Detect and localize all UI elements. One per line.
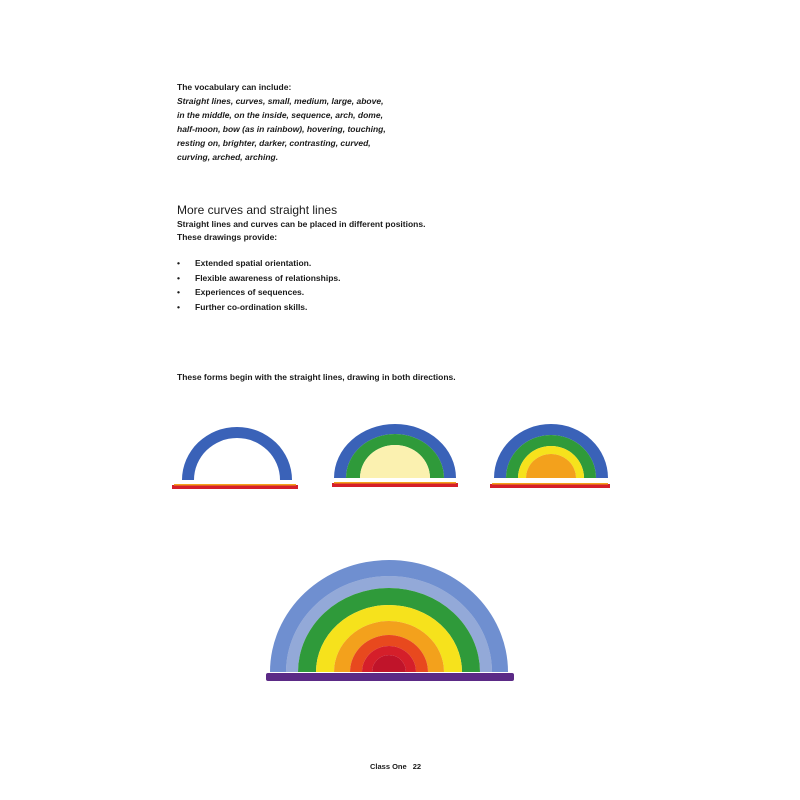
list-item — [177, 285, 437, 300]
section-curves — [177, 203, 437, 314]
blue-arch-drawing — [172, 418, 302, 494]
list-item-text: Extended spatial orientation. — [195, 258, 312, 268]
red-base-line — [490, 484, 610, 488]
bullet-icon: • — [177, 272, 180, 283]
red-base-line — [332, 483, 458, 487]
list-item — [177, 271, 437, 286]
purple-base-line — [266, 673, 514, 681]
list-item — [177, 300, 437, 315]
bullet-icon: • — [177, 301, 180, 312]
footer-label: Class One — [370, 762, 407, 771]
yellow-arch-drawing — [488, 420, 614, 492]
list-item-text: Flexible awareness of relationships. — [195, 272, 341, 283]
red-base-line — [172, 485, 298, 489]
bullet-icon: • — [177, 258, 180, 268]
vocabulary-text: Straight lines, curves, small, medium, large, above, in the middle, on the inside, sequence, arch, dome, half-moon, bow (as in rainbow), hovering, touching, resting on, brighter, darker, contrasting, curved, curving, arched, arching. — [177, 96, 386, 162]
orange-base-line — [334, 482, 456, 484]
benefits-list — [177, 256, 437, 314]
vocabulary-block — [177, 80, 392, 164]
forms-note: These forms begin with the straight lines, drawing in both directions. — [177, 372, 456, 382]
bullet-icon: • — [177, 287, 180, 297]
list-item — [177, 256, 437, 271]
list-item-text: Experiences of sequences. — [195, 287, 305, 297]
page-number: 22 — [412, 762, 422, 771]
large-rainbow-drawing — [266, 548, 516, 688]
orange-base-line — [492, 483, 608, 485]
section-provide-line: These drawings provide: — [177, 232, 278, 242]
blue-arch — [182, 427, 292, 480]
orange-base-line — [174, 484, 296, 486]
section-heading: More curves and straight lines — [177, 203, 338, 217]
vocabulary-title: The vocabulary can include: — [177, 82, 292, 92]
green-arch-drawing — [330, 420, 460, 492]
list-item-text: Further co-ordination skills. — [195, 301, 308, 312]
section-intro-line: Straight lines and curves can be placed in different positions. — [177, 219, 426, 229]
page-footer — [370, 762, 421, 771]
